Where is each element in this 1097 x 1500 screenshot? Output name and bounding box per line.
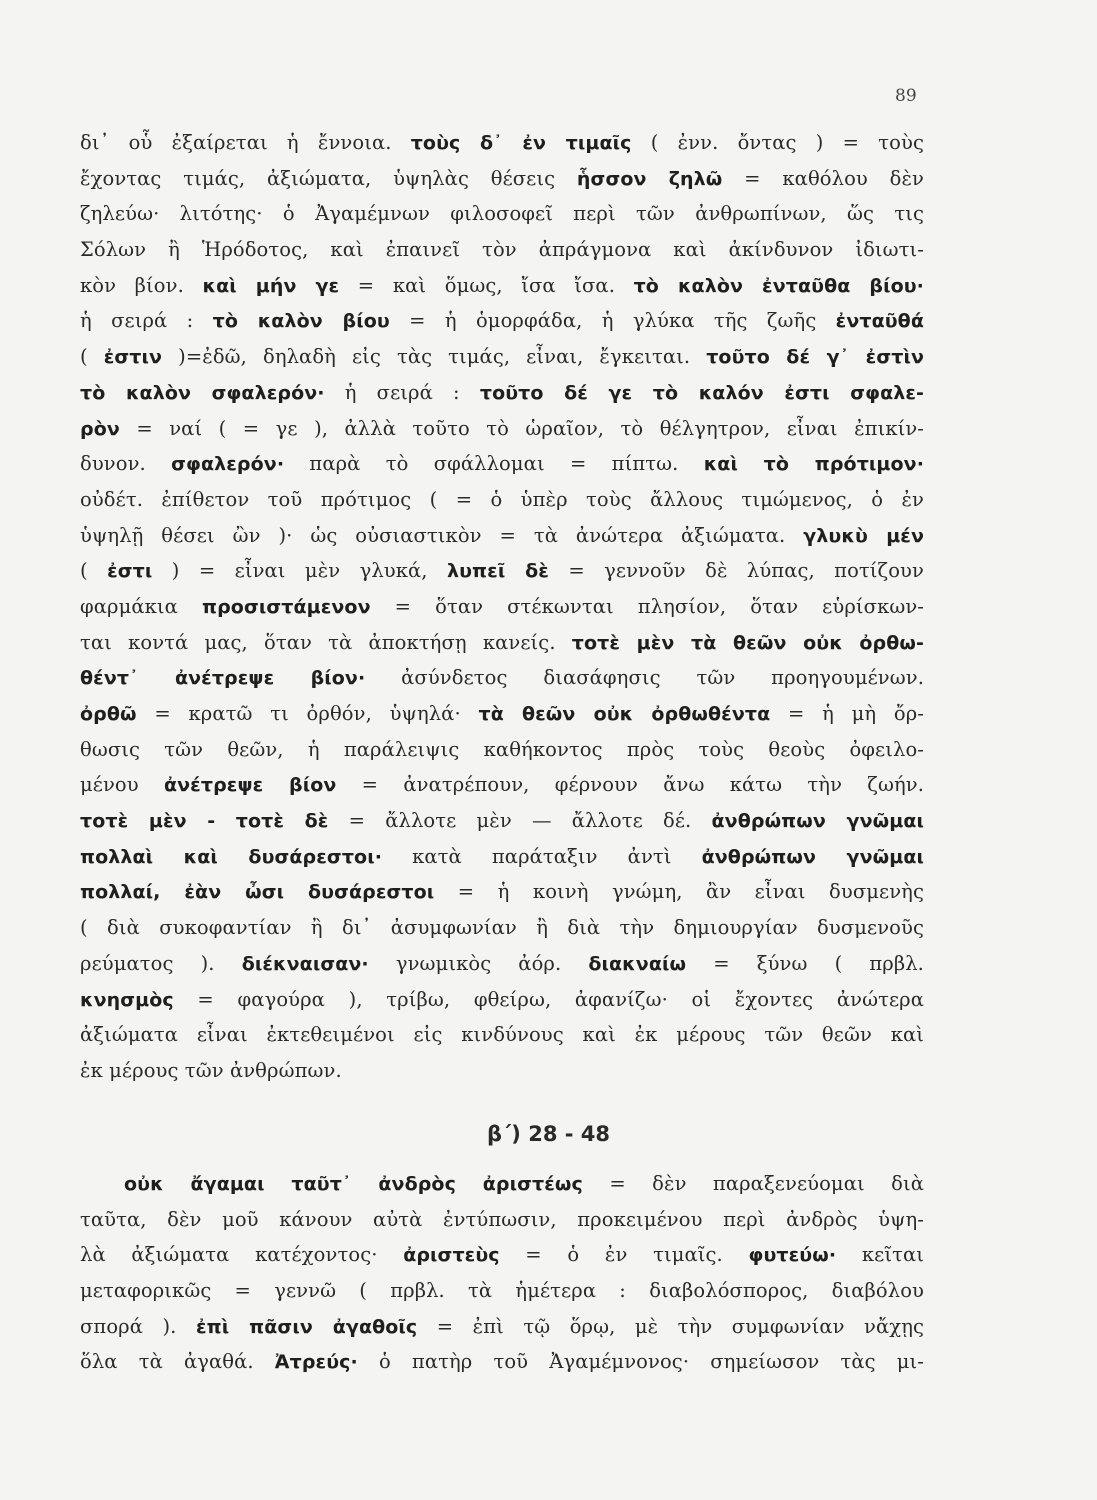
gloss-text: ( διὰ συκοφαντίαν ἢ δι᾽ ἀσυμφωνίαν ἢ διὰ τὴν δημιουργίαν δυσμενοῦς xyxy=(80,916,924,940)
bold-lemma: τὸ καλὸν σφαλερόν· xyxy=(80,381,325,404)
bold-lemma: ἐστι xyxy=(107,560,153,583)
text-line xyxy=(80,375,924,411)
bold-lemma: προσιστάμενον xyxy=(201,595,371,618)
gloss-text: = δὲν παραξενεύομαι διὰ xyxy=(582,1172,924,1195)
bold-lemma: τὰ θεῶν οὐκ ὀρθωθέντα xyxy=(478,703,771,725)
text-line xyxy=(80,518,924,554)
text-line xyxy=(80,161,924,197)
text-line xyxy=(80,732,924,768)
gloss-text: θωσις τῶν θεῶν, ἡ παράλειψις καθήκοντος πρὸς τοὺς θεοὺς ὀφειλο- xyxy=(80,737,924,761)
gloss-text: = φαγούρα ), τρίβω, φθείρω, ἀφανίζω· οἱ ἔχοντες ἀνώτερα xyxy=(173,987,924,1011)
text-line xyxy=(80,910,924,946)
gloss-text: = ἀνατρέπουν, φέρνουν ἄνω κάτω τὴν ζωήν. xyxy=(336,773,924,797)
text-line xyxy=(80,482,924,518)
text-line xyxy=(80,982,924,1018)
gloss-text: παρὰ τὸ σφάλλομαι = πίπτω. xyxy=(284,452,704,476)
bold-lemma: τοῦτο δέ γε τὸ καλόν ἐστι σφαλε- xyxy=(479,381,925,404)
gloss-text: φαρμάκια xyxy=(80,594,202,618)
bold-lemma: σφαλερόν· xyxy=(171,453,285,476)
gloss-text: σπορά ). xyxy=(80,1314,196,1338)
text-line xyxy=(80,411,924,447)
gloss-text: = ὁ ἐν τιμαῖς. xyxy=(499,1243,749,1267)
gloss-text: οὐδέτ. ἐπίθετον τοῦ πρότιμος ( = ὁ ὑπὲρ τοὺς ἄλλους τιμώμενος, ὁ ἐν xyxy=(80,487,924,511)
text-line xyxy=(80,125,924,161)
gloss-text: μεταφορικῶς = γεννῶ ( πρβλ. τὰ ἡμέτερα : διαβολόσπορος, διαβόλου xyxy=(80,1279,924,1303)
gloss-text: γνωμικὸς ἀόρ. xyxy=(368,951,589,975)
text-line xyxy=(80,946,924,982)
gloss-text: Σόλων ἢ Ἡρόδοτος, καὶ ἐπαινεῖ τὸν ἀπράγμονα καὶ ἀκίνδυνον ἰδιωτι- xyxy=(80,238,924,262)
bold-lemma: τοῦτο δέ γ᾽ ἐστὶν xyxy=(706,346,924,369)
gloss-text: ἔχοντας τιμάς, ἀξιώματα, ὑψηλὰς θέσεις xyxy=(80,166,577,190)
text-line xyxy=(80,803,924,839)
gloss-text: δι᾽ οὗ ἐξαίρεται ἡ ἔννοια. xyxy=(80,131,411,154)
gloss-text: μένου xyxy=(80,773,164,797)
gloss-text: ὅλα τὰ ἀγαθά. xyxy=(80,1350,275,1374)
gloss-text: ταῦτα, δὲν μοῦ κάνουν αὐτὰ ἐντύπωσιν, προκειμένου περὶ ἀνδρὸς ὑψη- xyxy=(80,1207,924,1231)
bold-lemma: διακναίω xyxy=(588,952,687,975)
gloss-text: ται κοντά μας, ὅταν τὰ ἀποκτήσῃ κανείς. xyxy=(80,630,572,654)
bold-lemma: διέκναισαν· xyxy=(241,952,369,975)
bold-lemma: καὶ τὸ πρότιμον· xyxy=(703,453,925,476)
gloss-text: = καὶ ὅμως, ἴσα ἴσα. xyxy=(339,273,634,297)
bold-lemma: ἐστιν xyxy=(103,346,163,369)
text-line xyxy=(80,767,924,803)
text-line xyxy=(80,589,924,625)
bold-lemma: ἐνταῦθά xyxy=(835,310,924,333)
commentary-block-2 xyxy=(80,1166,924,1380)
bold-lemma: τοτὲ μὲν - τοτὲ δὲ xyxy=(80,810,329,833)
text-line xyxy=(80,874,924,910)
text-line xyxy=(80,446,924,482)
gloss-text: = ἐπὶ τῷ ὅρῳ, μὲ τὴν συμφωνίαν νἄχῃς xyxy=(417,1314,924,1338)
gloss-text: ( xyxy=(80,345,104,369)
bold-lemma: ἀνέτρεψε βίον xyxy=(163,774,337,797)
gloss-text: δυνον. xyxy=(80,452,172,476)
gloss-text: ὑψηλῇ θέσει ὢν )· ὡς οὐσιαστικὸν = τὰ ἀνώτερα ἀξιώματα. xyxy=(80,523,804,547)
text-line xyxy=(80,303,924,339)
bold-lemma: ἧσσον ζηλῶ xyxy=(576,167,723,190)
bold-lemma: ἀνθρώπων γνῶμαι xyxy=(701,845,924,868)
bold-lemma: τὸ καλὸν ἐνταῦθα βίου· xyxy=(633,274,924,297)
text-line xyxy=(80,196,924,232)
gloss-text: = ἡ ὁμορφάδα, ἡ γλύκα τῆς ζωῆς xyxy=(389,309,836,333)
gloss-text: ζηλεύω· λιτότης· ὁ Ἀγαμέμνων φιλοσοφεῖ περὶ τῶν ἀνθρωπίνων, ὥς τις xyxy=(80,202,924,226)
commentary-block-1 xyxy=(80,125,924,1089)
text-line xyxy=(80,268,924,304)
gloss-text: ρεύματος ). xyxy=(80,951,242,975)
bold-lemma: ρὸν xyxy=(80,417,120,440)
bold-lemma: τὸ καλὸν βίου xyxy=(212,310,390,333)
text-line xyxy=(80,625,924,661)
gloss-text: = ναί ( = γε ), ἀλλὰ τοῦτο τὸ ὡραῖον, τὸ θέλγητρον, εἶναι ἐπικίν- xyxy=(119,416,924,440)
bold-lemma: οὐκ ἄγαμαι ταῦτ᾽ ἀνδρὸς ἀριστέως xyxy=(124,1173,583,1195)
text-line xyxy=(80,660,924,696)
gloss-text: ἐκ μέρους τῶν ἀνθρώπων. xyxy=(80,1058,342,1082)
bold-lemma: τοὺς δ᾽ ἐν τιμαῖς xyxy=(410,132,632,154)
text-line xyxy=(80,1017,924,1053)
gloss-text: = γεννοῦν δὲ λύπας, ποτίζουν xyxy=(548,559,924,583)
gloss-text: = ἡ μὴ ὄρ- xyxy=(770,702,924,725)
text-line xyxy=(80,696,924,732)
gloss-text: = ξύνω ( πρβλ. xyxy=(686,951,924,975)
gloss-text: ( xyxy=(80,559,108,583)
gloss-text: ( ἐνν. ὄντας ) = τοὺς xyxy=(631,131,924,154)
gloss-text: κεῖται xyxy=(836,1243,924,1267)
bold-lemma: Ἀτρεύς· xyxy=(274,1351,358,1374)
bold-lemma: λυπεῖ δὲ xyxy=(446,560,549,583)
gloss-text: = ὅταν στέκωνται πλησίον, ὅταν εὑρίσκων- xyxy=(370,594,924,618)
bold-lemma: ὀρθῶ xyxy=(80,703,137,725)
text-line xyxy=(80,1344,924,1380)
gloss-text: κατὰ παράταξιν ἀντὶ xyxy=(382,844,702,868)
bold-lemma: τοτὲ μὲν τὰ θεῶν οὐκ ὀρθω- xyxy=(571,631,924,654)
bold-lemma: γλυκὺ μέν xyxy=(803,524,924,547)
section-heading: β΄) 28 - 48 xyxy=(487,1122,610,1146)
gloss-text: = ἄλλοτε μὲν — ἄλλοτε δέ. xyxy=(328,809,712,833)
gloss-text: ἡ σειρά : xyxy=(80,309,213,333)
text-line xyxy=(80,1166,924,1202)
bold-lemma: καὶ μήν γε xyxy=(202,274,340,297)
gloss-text: κὸν βίον. xyxy=(80,273,203,297)
gloss-text: ἡ σειρά : xyxy=(324,380,480,404)
text-line xyxy=(80,339,924,375)
text-line xyxy=(80,232,924,268)
gloss-text: = κρατῶ τι ὀρθόν, ὑψηλά· xyxy=(136,702,479,725)
bold-lemma: πολλαί, ἐὰν ὦσι δυσάρεστοι xyxy=(80,881,435,904)
bold-lemma: φυτεύω· xyxy=(748,1244,837,1267)
bold-lemma: ἀριστεὺς xyxy=(403,1244,500,1267)
bold-lemma: ἀνθρώπων γνῶμαι xyxy=(711,810,924,833)
bold-lemma: ἐπὶ πᾶσιν ἀγαθοῖς xyxy=(195,1315,418,1338)
gloss-text: ἀξιώματα εἶναι ἐκτεθειμένοι εἰς κινδύνους καὶ ἐκ μέρους τῶν θεῶν καὶ xyxy=(80,1023,924,1047)
text-line xyxy=(80,1273,924,1309)
gloss-text: λὰ ἀξιώματα κατέχοντος· xyxy=(80,1243,404,1267)
bold-lemma: πολλαὶ καὶ δυσάρεστοι· xyxy=(80,845,383,868)
bold-lemma: κνησμὸς xyxy=(80,988,174,1011)
gloss-text: ἀσύνδετος διασάφησις τῶν προηγουμένων. xyxy=(365,666,925,690)
text-line xyxy=(80,1309,924,1345)
text-line xyxy=(80,1053,924,1089)
text-line xyxy=(80,553,924,589)
gloss-text: )=ἐδῶ, δηλαδὴ εἰς τὰς τιμάς, εἶναι, ἔγκειται. xyxy=(162,345,707,369)
gloss-text: = ἡ κοινὴ γνώμη, ἂν εἶναι δυσμενὴς xyxy=(434,880,924,904)
gloss-text: ὁ πατὴρ τοῦ Ἀγαμέμνονος· σημείωσον τὰς μι- xyxy=(357,1350,924,1374)
text-line xyxy=(80,1237,924,1273)
text-line xyxy=(80,1202,924,1238)
page-number: 89 xyxy=(895,86,917,106)
gloss-text: ) = εἶναι μὲν γλυκά, xyxy=(152,559,447,583)
bold-lemma: θέντ᾽ ἀνέτρεψε βίον· xyxy=(80,667,366,690)
gloss-text: = καθόλου δὲν xyxy=(722,166,924,190)
text-line xyxy=(80,839,924,875)
